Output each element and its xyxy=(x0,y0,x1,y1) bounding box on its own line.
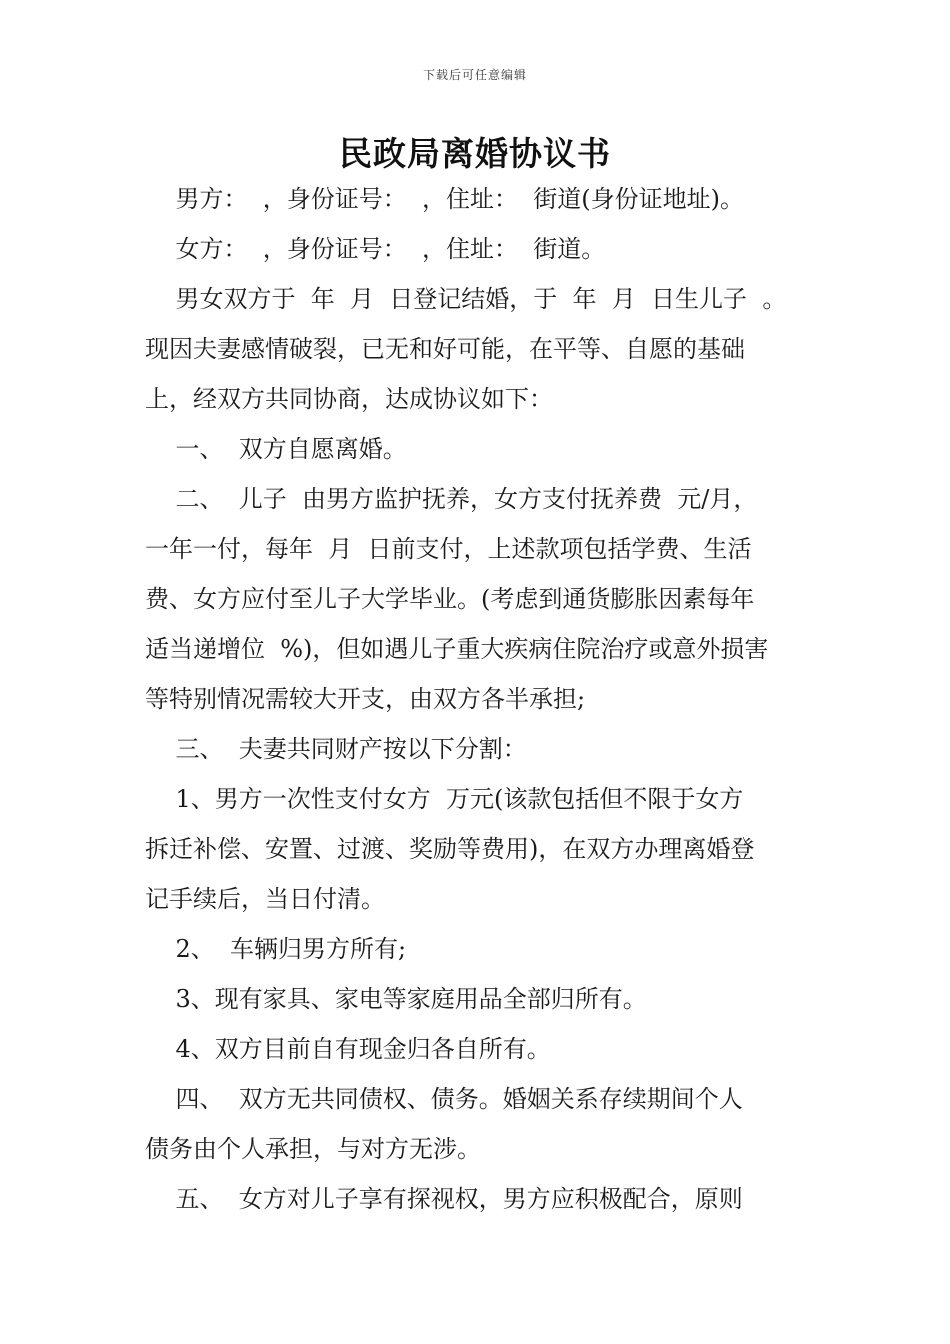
subclause-1-line: 1、男方一次性支付女方 万元(该款包括但不限于女方 xyxy=(145,785,744,813)
subclause-4-line: 4、双方目前自有现金归各自所有。 xyxy=(145,1035,551,1063)
paragraph-line: 拆迁补偿、安置、过渡、奖励等费用)，在双方办理离婚登 xyxy=(145,835,755,863)
paragraph-line: 适当递增位 %)，但如遇儿子重大疾病住院治疗或意外损害 xyxy=(145,635,769,663)
clause-3-line: 三、 夫妻共同财产按以下分割： xyxy=(145,735,527,763)
paragraph-line: 费、女方应付至儿子大学毕业。(考虑到通货膨胀因素每年 xyxy=(145,585,755,613)
paragraph-line: 现因夫妻感情破裂，已无和好可能，在平等、自愿的基础 xyxy=(145,335,745,363)
document-title: 民政局离婚协议书 xyxy=(339,134,611,173)
clause-2-line: 二、 儿子 由男方监护抚养，女方支付抚养费 元/月， xyxy=(145,485,758,513)
paragraph-line: 上，经双方共同协商，达成协议如下： xyxy=(145,385,553,413)
paragraph-line: 债务由个人承担，与对方无涉。 xyxy=(145,1135,481,1163)
clause-1-line: 一、 双方自愿离婚。 xyxy=(145,435,407,463)
clause-5-line: 五、 女方对儿子享有探视权，男方应积极配合，原则 xyxy=(145,1185,743,1213)
party-male-line: 男方： ，身份证号： ，住址： 街道(身份证地址)。 xyxy=(145,185,745,213)
subclause-3-line: 3、现有家具、家电等家庭用品全部归所有。 xyxy=(145,985,647,1013)
paragraph-line: 等特别情况需较大开支，由双方各半承担; xyxy=(145,685,586,713)
paragraph-line: 一年一付，每年 月 日前支付，上述款项包括学费、生活 xyxy=(145,535,752,563)
clause-4-line: 四、 双方无共同债权、债务。婚姻关系存续期间个人 xyxy=(145,1085,743,1113)
subclause-2-line: 2、 车辆归男方所有; xyxy=(145,935,407,963)
header-note: 下载后可任意编辑 xyxy=(422,68,527,82)
paragraph-line: 男女双方于 年 月 日登记结婚，于 年 月 日生儿子 。 xyxy=(145,285,787,313)
party-female-line: 女方： ，身份证号： ，住址： 街道。 xyxy=(145,235,606,263)
paragraph-line: 记手续后，当日付清。 xyxy=(145,885,385,913)
